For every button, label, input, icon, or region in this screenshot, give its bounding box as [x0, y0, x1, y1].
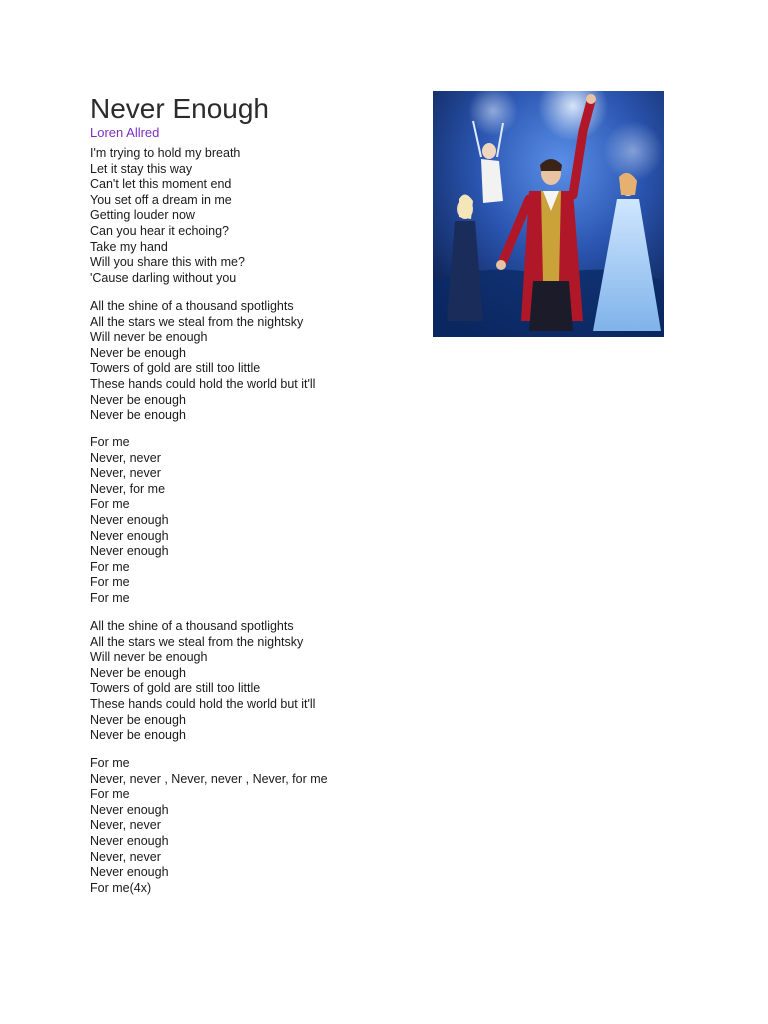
- lyric-line: These hands could hold the world but it'll: [90, 376, 316, 391]
- lyric-line: For me: [90, 575, 130, 590]
- lyric-line: Never be enough: [90, 345, 186, 360]
- lyric-line: Will never be enough: [90, 330, 208, 345]
- lyric-line: For me: [90, 590, 130, 605]
- lyric-line: For me(4x): [90, 880, 152, 895]
- lyric-line: For me: [90, 787, 130, 802]
- lyric-line: Can you hear it echoing?: [90, 223, 229, 238]
- lyrics-stanza: [90, 435, 169, 607]
- lyrics-stanza: [90, 756, 328, 896]
- lyric-line: For me: [90, 497, 130, 512]
- lyric-line: All the stars we steal from the nightsky: [90, 634, 304, 649]
- movie-poster-image: [433, 91, 664, 337]
- lyric-line: Never be enough: [90, 408, 186, 423]
- lyric-line: Never, never: [90, 466, 161, 481]
- lyric-line: Can't let this moment end: [90, 177, 232, 192]
- lyric-line: Will never be enough: [90, 650, 208, 665]
- lyric-line: Never enough: [90, 544, 169, 559]
- lyric-line: Never be enough: [90, 665, 186, 680]
- lyric-line: Towers of gold are still too little: [90, 681, 261, 696]
- lyric-line: Never, never: [90, 849, 161, 864]
- lyric-line: Let it stay this way: [90, 161, 193, 176]
- lyric-line: Never enough: [90, 512, 169, 527]
- lyric-line: Will you share this with me?: [90, 255, 245, 270]
- lyric-line: These hands could hold the world but it'll: [90, 696, 316, 711]
- lyric-line: Never, for me: [90, 481, 166, 496]
- lyric-line: Never, never: [90, 818, 161, 833]
- lyric-line: I'm trying to hold my breath: [90, 146, 241, 160]
- lyric-line: Never be enough: [90, 712, 186, 727]
- lyrics-stanza: [90, 146, 245, 286]
- lyrics-stanza: [90, 619, 315, 744]
- lyric-line: Never, never , Never, never , Never, for me: [90, 771, 328, 786]
- lyric-line: Towers of gold are still too little: [90, 361, 261, 376]
- song-artist: Loren Allred: [90, 125, 160, 140]
- lyric-line: All the shine of a thousand spotlights: [90, 619, 294, 633]
- lyric-line: Never enough: [90, 833, 169, 848]
- lyric-line: For me: [90, 756, 130, 770]
- lyric-line: Take my hand: [90, 239, 168, 254]
- lyric-line: All the shine of a thousand spotlights: [90, 299, 294, 313]
- lyric-line: Never enough: [90, 802, 169, 817]
- lyric-line: 'Cause darling without you: [90, 270, 237, 285]
- lyric-line: For me: [90, 559, 130, 574]
- lyric-line: Never, never: [90, 450, 161, 465]
- lyric-line: For me: [90, 435, 130, 449]
- lyric-line: Never enough: [90, 528, 169, 543]
- lyrics-stanza: [90, 299, 315, 424]
- song-title: Never Enough: [90, 93, 270, 124]
- lyric-line: Never be enough: [90, 728, 186, 743]
- lyric-line: Never be enough: [90, 392, 186, 407]
- lyric-line: Getting louder now: [90, 208, 195, 223]
- lyric-line: You set off a dream in me: [90, 192, 232, 207]
- lyric-line: All the stars we steal from the nightsky: [90, 314, 304, 329]
- lyric-line: Never enough: [90, 865, 169, 880]
